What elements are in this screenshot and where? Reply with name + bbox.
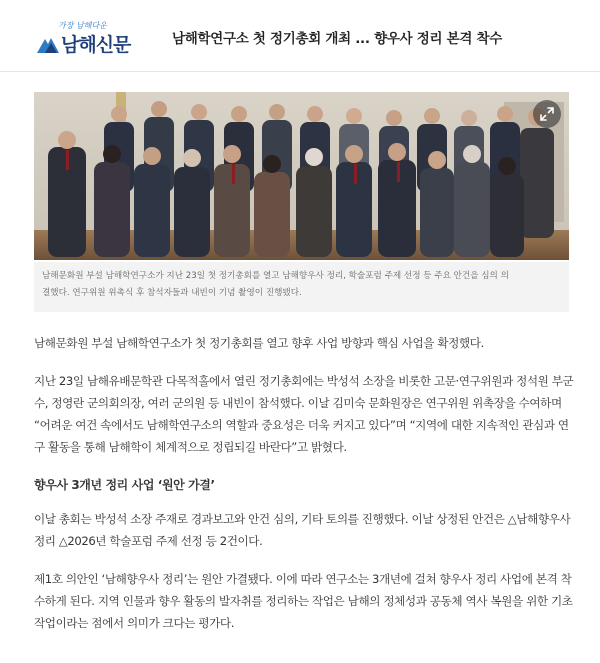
paragraph-3: 이날 총회는 박성석 소장 주재로 경과보고와 안건 심의, 기타 토의를 진행했다. 이날 상정된 안건은 △남해향우사 정리 △2026년 학술포럼 주제 선정 등 2건이다.: [34, 512, 571, 548]
paragraph-1: 남해문화원 부설 남해학연구소가 첫 정기총회를 열고 향후 사업 방향과 핵심 사업을 확정했다.: [34, 336, 484, 350]
article-subheading: 향우사 3개년 정리 사업 ‘원안 가결’: [34, 478, 215, 492]
logo-name: 남해신문: [61, 34, 131, 56]
caption-line-2: 결했다. 연구위원 위촉식 후 참석자들과 내빈이 기념 촬영이 진행됐다.: [42, 288, 302, 298]
logo-mark-icon: [36, 34, 60, 54]
logo-slogan: 가장 남해다운: [58, 21, 107, 30]
photo-caption: [34, 262, 569, 312]
group-photo-image: [34, 92, 569, 260]
article-headline: 남해학연구소 첫 정기총회 개최 ... 향우사 정리 본격 착수: [172, 31, 502, 47]
article-photo[interactable]: [34, 92, 569, 260]
expand-photo-button[interactable]: [533, 100, 561, 128]
site-logo[interactable]: [36, 20, 146, 56]
paragraph-4: 제1호 의안인 ‘남해향우사 정리’는 원안 가결됐다. 이에 따라 연구소는 3개년에 걸쳐 향우사 정리 사업에 본격 착수하게 된다. 지역 인물과 향우 활동의 발자취를 정리하는 작업은 남해의 정체성과 공동체 역사 복원을 위한 기초 작업이라는 점에서 의미가 크다는 평가다.: [34, 572, 573, 630]
site-header: [0, 0, 600, 72]
caption-line-1: 남해문화원 부설 남해학연구소가 지난 23일 첫 정기총회를 열고 남해향우사 정리, 학술포럼 주제 선정 등 주요 안건을 심의 의: [42, 271, 509, 281]
paragraph-2: 지난 23일 남해유배문학관 다목적홀에서 열린 정기총회에는 박성석 소장을 비롯한 고문·연구위원과 정석원 부군수, 정영란 군의회의장, 여러 군의원 등 내빈이 참석했다. 이날 김미숙 문화원장은 연구위원 위촉장을 수여하며 “어려운 여건 속에서도 남해학연구소의 역할과 중요성은 더욱 커지고 있다”며 “지역에 대한 지속적인 관심과 연구 활동을 통해 남해학이 체계적으로 정립되길 바란다”고 밝혔다.: [34, 374, 574, 454]
expand-icon: [540, 107, 554, 121]
